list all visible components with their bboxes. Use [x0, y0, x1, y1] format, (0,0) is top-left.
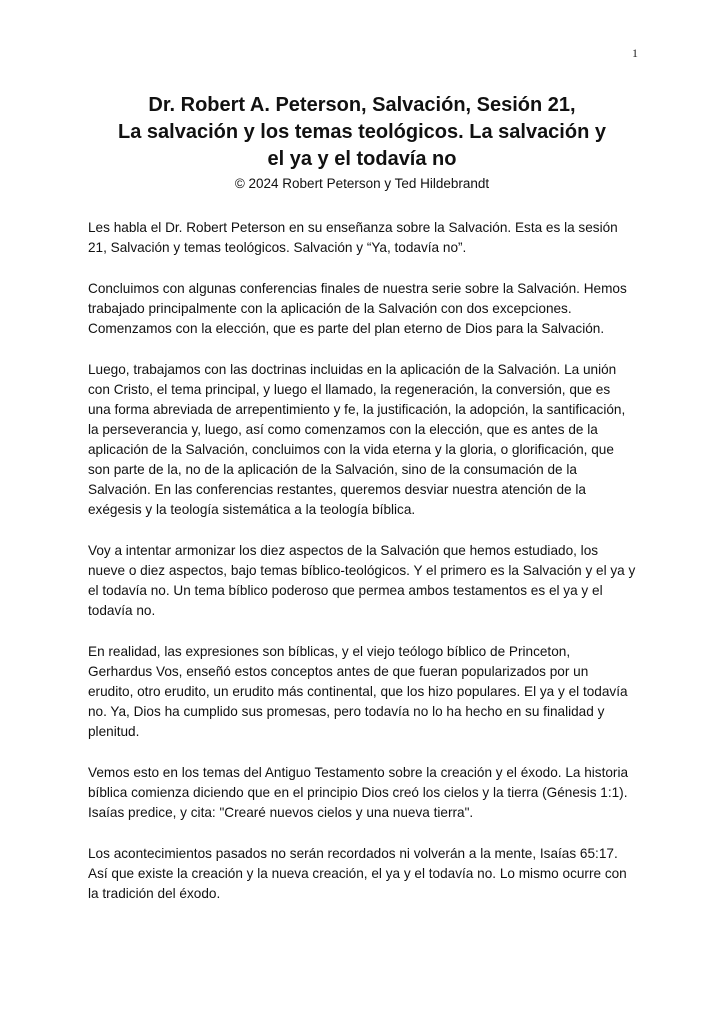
page-number: 1 — [632, 46, 638, 60]
paragraph-6: Vemos esto en los temas del Antiguo Testamento sobre la creación y el éxodo. La historia bíblica comienza diciendo que en el principio Dios creó los cielos y la tierra (Génesis 1:1). Isaías predice, y cita: "Crearé nuevos cielos y una nueva tierra". — [88, 765, 629, 820]
paragraph-7: Los acontecimientos pasados no serán recordados ni volverán a la mente, Isaías 65:17. Así que existe la creación y la nueva creación, el ya y el todavía no. Lo mismo ocurre con la tradición del éxodo. — [88, 846, 627, 901]
paragraph-5: En realidad, las expresiones son bíblicas, y el viejo teólogo bíblico de Princeton, Gerhardus Vos, enseñó estos conceptos antes de que fueran popularizados por un erudito, otro erudito, un erudito más continental, que los hizo populares. El ya y el todavía no. Ya, Dios ha cumplido sus promesas, pero todavía no lo ha hecho en su finalidad y plenitud. — [88, 644, 628, 739]
title-line-2: La salvación y los temas teológicos. La salvación y — [118, 121, 606, 143]
title-line-1: Dr. Robert A. Peterson, Salvación, Sesión 21, — [148, 94, 576, 116]
paragraph-1: Les habla el Dr. Robert Peterson en su enseñanza sobre la Salvación. Esta es la sesión 21, Salvación y temas teológicos. Salvación y “Ya, todavía no”. — [88, 220, 618, 255]
title-line-3: el ya y el todavía no — [267, 148, 457, 170]
paragraph-2: Concluimos con algunas conferencias finales de nuestra serie sobre la Salvación. Hemos trabajado principalmente con la aplicación de la Salvación con dos excepciones. Comenzamos con la elección, que es parte del plan eterno de Dios para la Salvación. — [88, 281, 627, 336]
document-title — [80, 92, 644, 173]
copyright-line: © 2024 Robert Peterson y Ted Hildebrandt — [234, 176, 490, 191]
body-text — [88, 218, 636, 925]
paragraph-4: Voy a intentar armonizar los diez aspectos de la Salvación que hemos estudiado, los nueve o diez aspectos, bajo temas bíblico-teológicos. Y el primero es la Salvación y el ya y el todavía no. Un tema bíblico poderoso que permea ambos testamentos es el ya y el todavía no. — [88, 543, 636, 618]
title-block — [80, 92, 644, 193]
paragraph-3: Luego, trabajamos con las doctrinas incluidas en la aplicación de la Salvación. La unión con Cristo, el tema principal, y luego el llamado, la regeneración, la conversión, que es una forma abreviada de arrepentimiento y fe, la justificación, la adopción, la santificación, la perseverancia y, luego, así como comenzamos con la elección, que es antes de la aplicación de la Salvación, concluimos con la vida eterna y la gloria, o glorificación, que son parte de la, no de la aplicación de la Salvación, sino de la consumación de la Salvación. En las conferencias restantes, queremos desviar nuestra atención de la exégesis y la teología sistemática a la teología bíblica. — [88, 362, 626, 517]
